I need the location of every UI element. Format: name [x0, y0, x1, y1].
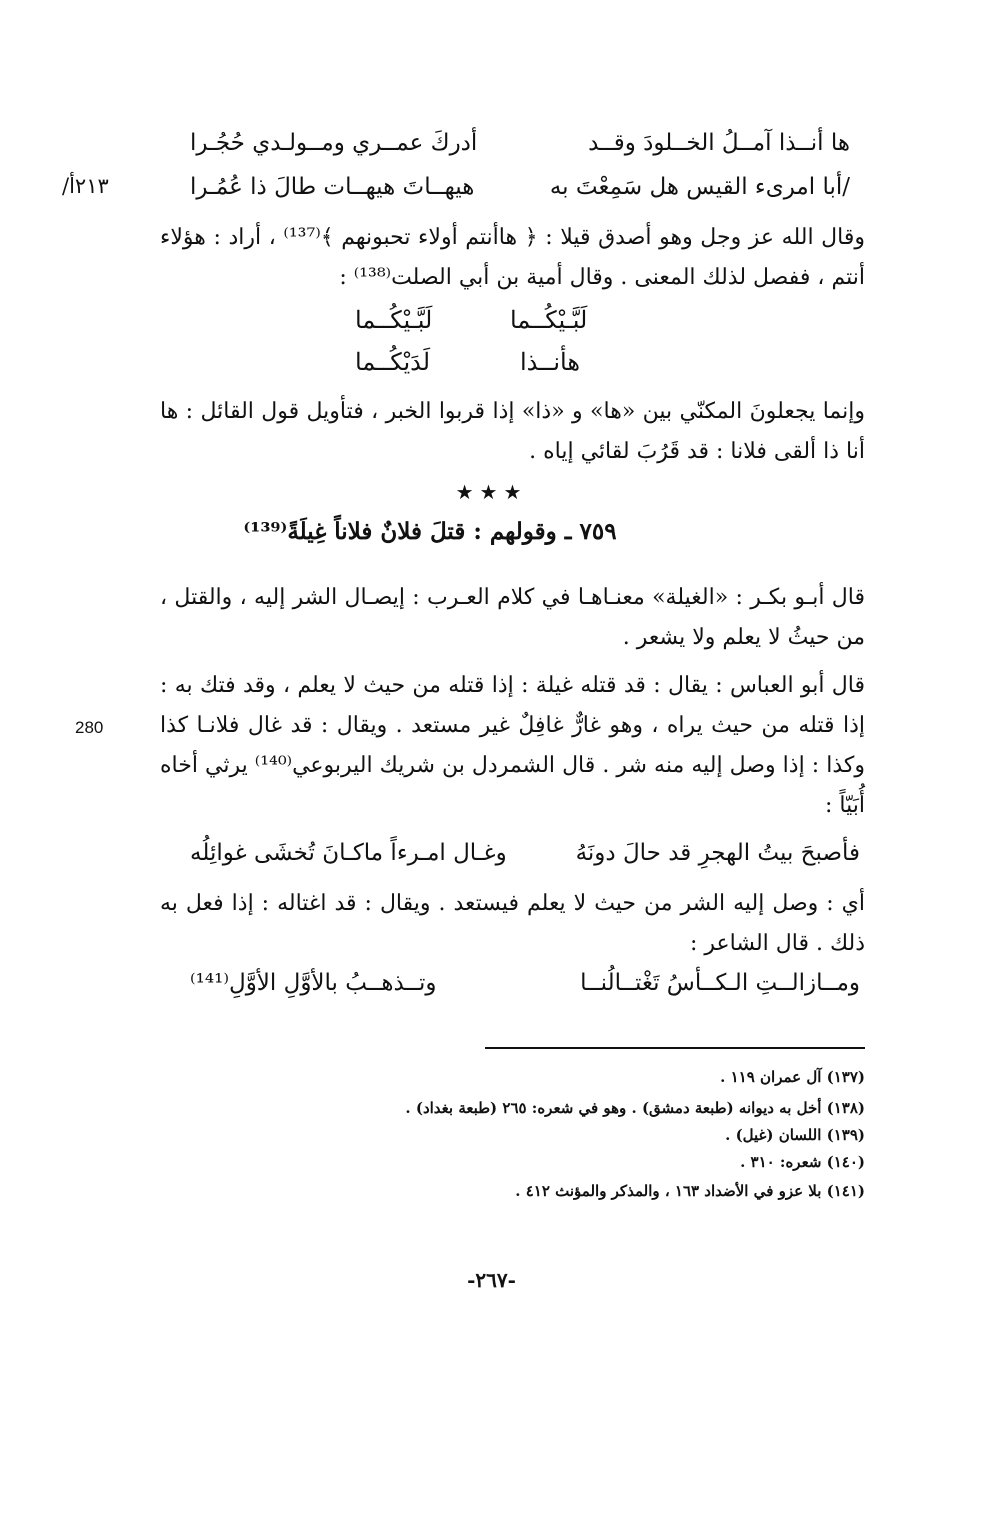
footnote-divider — [485, 1047, 865, 1049]
paragraph-4: قال أبو العباس : يقال : قد قتله غيلة : إذا قتله من حيث لا يعلم ، وقد فتك به : إذا قتله من حيث يراه ، وهو غارٌّ غافِلٌ غير مستعد . ويقال : قد غال فلانـا كذا وكذا : إذا وصل إليه منه شر . قال الشمردل بن شريك اليربوعي⁽¹⁴⁰⁾ يرثي أخاه أُبَيّاً : — [160, 673, 865, 818]
section-heading: ٧٥٩ ـ وقولهم : قتلَ فلانٌ فلاناً غِيلَةً⁽¹³⁹⁾ — [243, 518, 617, 545]
footnote-140: (١٤٠) شعره: ٣١٠ . — [740, 1153, 865, 1171]
page-number: -٢٦٧- — [467, 1268, 516, 1292]
paragraph-5: أي : وصل إليه الشر من حيث لا يعلم فيستعد . ويقال : قد اغتاله : إذا فعل به ذلك . قال الشاعر : — [160, 891, 865, 956]
verse-line-3 — [180, 840, 880, 880]
footnote-137: (١٣٧) آل عمران ١١٩ . — [720, 1068, 865, 1086]
short-verse-1a: لَبَّـيْكُــما — [510, 306, 588, 334]
paragraph-3: قال أبـو بكـر : «الغيلة» معنـاهـا في كلام العـرب : إيصـال الشر إليه ، والقتل ، من حيثُ لا يعلم ولا يشعر . — [160, 585, 865, 650]
verse-hemistich-second: هيهــاتَ هيهــات طالَ ذا عُمُـرا — [190, 174, 475, 200]
manuscript-folio-ref: /٢١٣أ — [62, 174, 109, 198]
footnote-138: (١٣٨) أخل به ديوانه (طبعة دمشق) . وهو في شعره: ٢٦٥ (طبعة بغداد) . — [405, 1099, 865, 1117]
short-verse-2a: هأنــذا — [520, 348, 580, 376]
short-verse-1b: لَبَّـيْكُــما — [355, 306, 433, 334]
page-marker: 280 — [75, 718, 104, 737]
footnote-139: (١٣٩) اللسان (غيل) . — [725, 1126, 865, 1144]
verse-hemistich-first: /أبا امرىء القيس هل سَمِعْتَ به — [549, 174, 850, 200]
verse-hemistich-second: أدركَ عمــري ومــولـدي حُجُـرا — [190, 130, 478, 156]
verse-line-4 — [180, 970, 880, 1010]
verse-hemistich-first: فأصبحَ بيتُ الهجرِ قد حالَ دونَهُ — [575, 840, 860, 866]
verse-hemistich-second: وتــذهــبُ بالأوَّلِ الأوَّلِ⁽¹⁴¹⁾ — [190, 970, 437, 996]
footnote-141: (١٤١) بلا عزو في الأضداد ١٦٣ ، والمذكر والمؤنث ٤١٢ . — [515, 1182, 865, 1200]
section-separator-stars: ★★★ — [455, 480, 528, 504]
short-verse-2b: لَدَيْكُــما — [355, 348, 431, 376]
paragraph-2: وإنما يجعلونَ المكنّي بين «ها» و «ذا» إذا قربوا الخبر ، فتأويل قول القائل : ها أنا ذا ألقى فلانا : قد قَرُبَ لقائي إياه . — [160, 399, 865, 464]
verse-hemistich-first: ومــازالــتِ الـكــأسُ تَغْتــالُنــا — [580, 970, 860, 996]
paragraph-1: وقال الله عز وجل وهو أصدق قيلا : ﴿ هاأنتم أولاء تحبونهم ﴾⁽¹³⁷⁾ ، أراد : هؤلاء أنتم ، ففصل لذلك المعنى . وقال أمية بن أبي الصلت⁽¹³⁸⁾ : — [160, 225, 865, 290]
verse-line-1 — [180, 130, 880, 170]
verse-line-2 — [180, 174, 880, 214]
verse-hemistich-first: ها أنــذا آمــلُ الخــلودَ وقــد — [588, 130, 850, 156]
verse-hemistich-second: وغـال امـرءاً ماكـانَ تُخشَى غوائِلُه — [190, 840, 507, 866]
